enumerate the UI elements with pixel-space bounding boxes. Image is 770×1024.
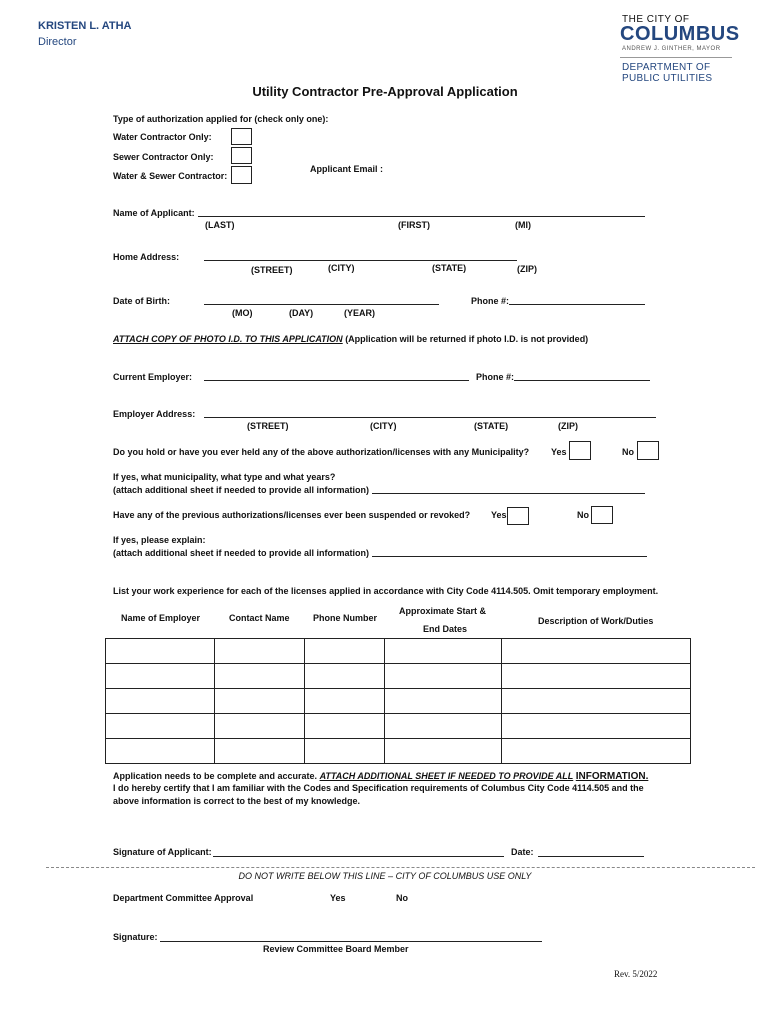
table-cell[interactable] xyxy=(305,689,385,714)
col-dates-header-1: Approximate Start & xyxy=(399,606,487,616)
sewer-checkbox[interactable] xyxy=(231,147,252,164)
home-street-hint: (STREET) xyxy=(251,265,293,275)
q1-follow-line[interactable] xyxy=(372,493,645,494)
q1-follow-line1: If yes, what municipality, what type and what years? xyxy=(113,472,336,482)
col-desc-header: Description of Work/Duties xyxy=(538,616,654,626)
employer-street-hint: (STREET) xyxy=(247,421,289,431)
col-contact-header: Contact Name xyxy=(229,613,290,623)
employer-zip-hint: (ZIP) xyxy=(558,421,578,431)
q1-yes-label: Yes xyxy=(551,447,567,457)
first-hint: (FIRST) xyxy=(398,220,430,230)
dept-line-1: DEPARTMENT OF xyxy=(622,62,711,73)
water-checkbox[interactable] xyxy=(231,128,252,145)
current-employer-line[interactable] xyxy=(204,380,469,381)
table-cell[interactable] xyxy=(305,664,385,689)
office-signature-label: Signature: xyxy=(113,932,158,942)
home-zip-hint: (ZIP) xyxy=(517,264,537,274)
office-use-notice: DO NOT WRITE BELOW THIS LINE – CITY OF COLUMBUS USE ONLY xyxy=(238,871,532,881)
table-cell[interactable] xyxy=(215,664,305,689)
table-cell[interactable] xyxy=(385,714,502,739)
photo-id-notice xyxy=(113,334,588,344)
table-cell[interactable] xyxy=(106,739,215,764)
water-label: Water Contractor Only: xyxy=(113,132,212,142)
applicant-name-label: Name of Applicant: xyxy=(113,208,195,218)
table-cell[interactable] xyxy=(305,739,385,764)
committee-yes-label: Yes xyxy=(330,893,346,903)
employer-phone-label: Phone #: xyxy=(476,372,515,382)
director-title: Director xyxy=(38,36,77,48)
table-row xyxy=(106,639,691,664)
applicant-name-line[interactable] xyxy=(198,216,645,217)
logo-columbus: COLUMBUS xyxy=(620,23,740,45)
col-phone-header: Phone Number xyxy=(313,613,378,623)
q1-no-label: No xyxy=(622,447,634,457)
table-cell[interactable] xyxy=(385,664,502,689)
home-state-hint: (STATE) xyxy=(432,263,467,273)
table-cell[interactable] xyxy=(385,639,502,664)
table-cell[interactable] xyxy=(305,639,385,664)
dob-year-hint: (YEAR) xyxy=(344,308,375,318)
table-cell[interactable] xyxy=(385,689,502,714)
table-cell[interactable] xyxy=(106,639,215,664)
table-cell[interactable] xyxy=(106,689,215,714)
current-employer-label: Current Employer: xyxy=(113,372,193,382)
dob-label: Date of Birth: xyxy=(113,296,170,306)
revision-label: Rev. 5/2022 xyxy=(614,969,658,979)
q2-yes-label: Yes xyxy=(491,510,507,520)
signature-label: Signature of Applicant: xyxy=(113,847,212,857)
employer-address-label: Employer Address: xyxy=(113,409,196,419)
home-address-line[interactable] xyxy=(204,260,517,261)
table-cell[interactable] xyxy=(502,664,691,689)
signature-date-line[interactable] xyxy=(538,856,644,857)
office-use-divider xyxy=(46,867,755,868)
review-board-member-label: Review Committee Board Member xyxy=(263,944,409,954)
table-cell[interactable] xyxy=(502,639,691,664)
col-dates-header-2: End Dates xyxy=(423,624,468,634)
certify-line-3: above information is correct to the best of my knowledge. xyxy=(113,796,361,806)
employer-address-line[interactable] xyxy=(204,417,656,418)
certify-complete-text: Application needs to be complete and accurate. xyxy=(113,771,318,781)
table-cell[interactable] xyxy=(106,714,215,739)
home-city-hint: (CITY) xyxy=(328,263,355,273)
table-row xyxy=(106,739,691,764)
q2-no-label: No xyxy=(577,510,589,520)
employer-phone-line[interactable] xyxy=(514,380,650,381)
dob-line[interactable] xyxy=(204,304,439,305)
table-row xyxy=(106,714,691,739)
dob-mo-hint: (MO) xyxy=(232,308,253,318)
office-signature-line[interactable] xyxy=(160,941,542,942)
certify-line-2: I do hereby certify that I am familiar with the Codes and Specification requirements of Columbus City Code 4114.505 and the xyxy=(113,783,644,793)
applicant-email-label: Applicant Email : xyxy=(310,164,384,174)
mi-hint: (MI) xyxy=(515,220,531,230)
q2-no-checkbox[interactable] xyxy=(591,506,613,524)
logo-mayor: ANDREW J. GINTHER, MAYOR xyxy=(622,46,721,52)
last-hint: (LAST) xyxy=(205,220,235,230)
table-cell[interactable] xyxy=(215,689,305,714)
signature-date-label: Date: xyxy=(511,847,534,857)
q2-text: Have any of the previous authorizations/licenses ever been suspended or revoked? xyxy=(113,510,471,520)
q2-follow-line1: If yes, please explain: xyxy=(113,535,206,545)
certify-attach-text: ATTACH ADDITIONAL SHEET IF NEEDED TO PROVIDE ALL xyxy=(319,771,574,781)
table-cell[interactable] xyxy=(502,689,691,714)
employer-state-hint: (STATE) xyxy=(474,421,509,431)
table-cell[interactable] xyxy=(215,739,305,764)
col-employer-header: Name of Employer xyxy=(121,613,201,623)
form-title: Utility Contractor Pre-Approval Application xyxy=(252,84,518,99)
home-phone-label: Phone #: xyxy=(471,296,510,306)
home-phone-line[interactable] xyxy=(509,304,645,305)
q1-follow-line2: (attach additional sheet if needed to provide all information) xyxy=(113,485,370,495)
employer-city-hint: (CITY) xyxy=(370,421,397,431)
auth-prompt: Type of authorization applied for (check only one): xyxy=(113,114,329,124)
table-row xyxy=(106,689,691,714)
water-sewer-label: Water & Sewer Contractor: xyxy=(113,171,228,181)
work-experience-table xyxy=(105,638,691,764)
committee-no-label: No xyxy=(396,893,408,903)
home-address-label: Home Address: xyxy=(113,252,180,262)
table-cell[interactable] xyxy=(502,739,691,764)
signature-line[interactable] xyxy=(213,856,504,857)
logo-the-city-of: THE CITY OF xyxy=(622,14,690,25)
dept-line-2: PUBLIC UTILITIES xyxy=(622,73,713,84)
certify-line-1 xyxy=(113,771,648,782)
table-cell[interactable] xyxy=(502,714,691,739)
table-cell[interactable] xyxy=(385,739,502,764)
logo-divider xyxy=(620,57,732,58)
sewer-label: Sewer Contractor Only: xyxy=(113,152,214,162)
director-name: KRISTEN L. ATHA xyxy=(38,20,132,32)
photo-id-return-text: (Application will be returned if photo I.D. is not provided) xyxy=(342,334,589,344)
table-cell[interactable] xyxy=(215,714,305,739)
q1-text: Do you hold or have you ever held any of the above authorization/licenses with any Municipality? xyxy=(113,447,530,457)
table-cell[interactable] xyxy=(106,664,215,689)
dob-day-hint: (DAY) xyxy=(289,308,314,318)
work-intro: List your work experience for each of the licenses applied in accordance with City Code 4114.505. Omit temporary employment. xyxy=(113,586,659,596)
water-sewer-checkbox[interactable] xyxy=(231,166,252,184)
certify-information-text: INFORMATION. xyxy=(575,771,649,782)
photo-id-attach-text: ATTACH COPY OF PHOTO I.D. TO THIS APPLICATION xyxy=(113,334,343,344)
q2-follow-line[interactable] xyxy=(372,556,647,557)
q2-follow-line2: (attach additional sheet if needed to provide all information) xyxy=(113,548,370,558)
q1-no-checkbox[interactable] xyxy=(637,441,659,460)
table-cell[interactable] xyxy=(305,714,385,739)
q1-yes-checkbox[interactable] xyxy=(569,441,591,460)
table-row xyxy=(106,664,691,689)
committee-approval-label: Department Committee Approval xyxy=(113,893,254,903)
q2-yes-checkbox[interactable] xyxy=(507,507,529,525)
table-cell[interactable] xyxy=(215,639,305,664)
